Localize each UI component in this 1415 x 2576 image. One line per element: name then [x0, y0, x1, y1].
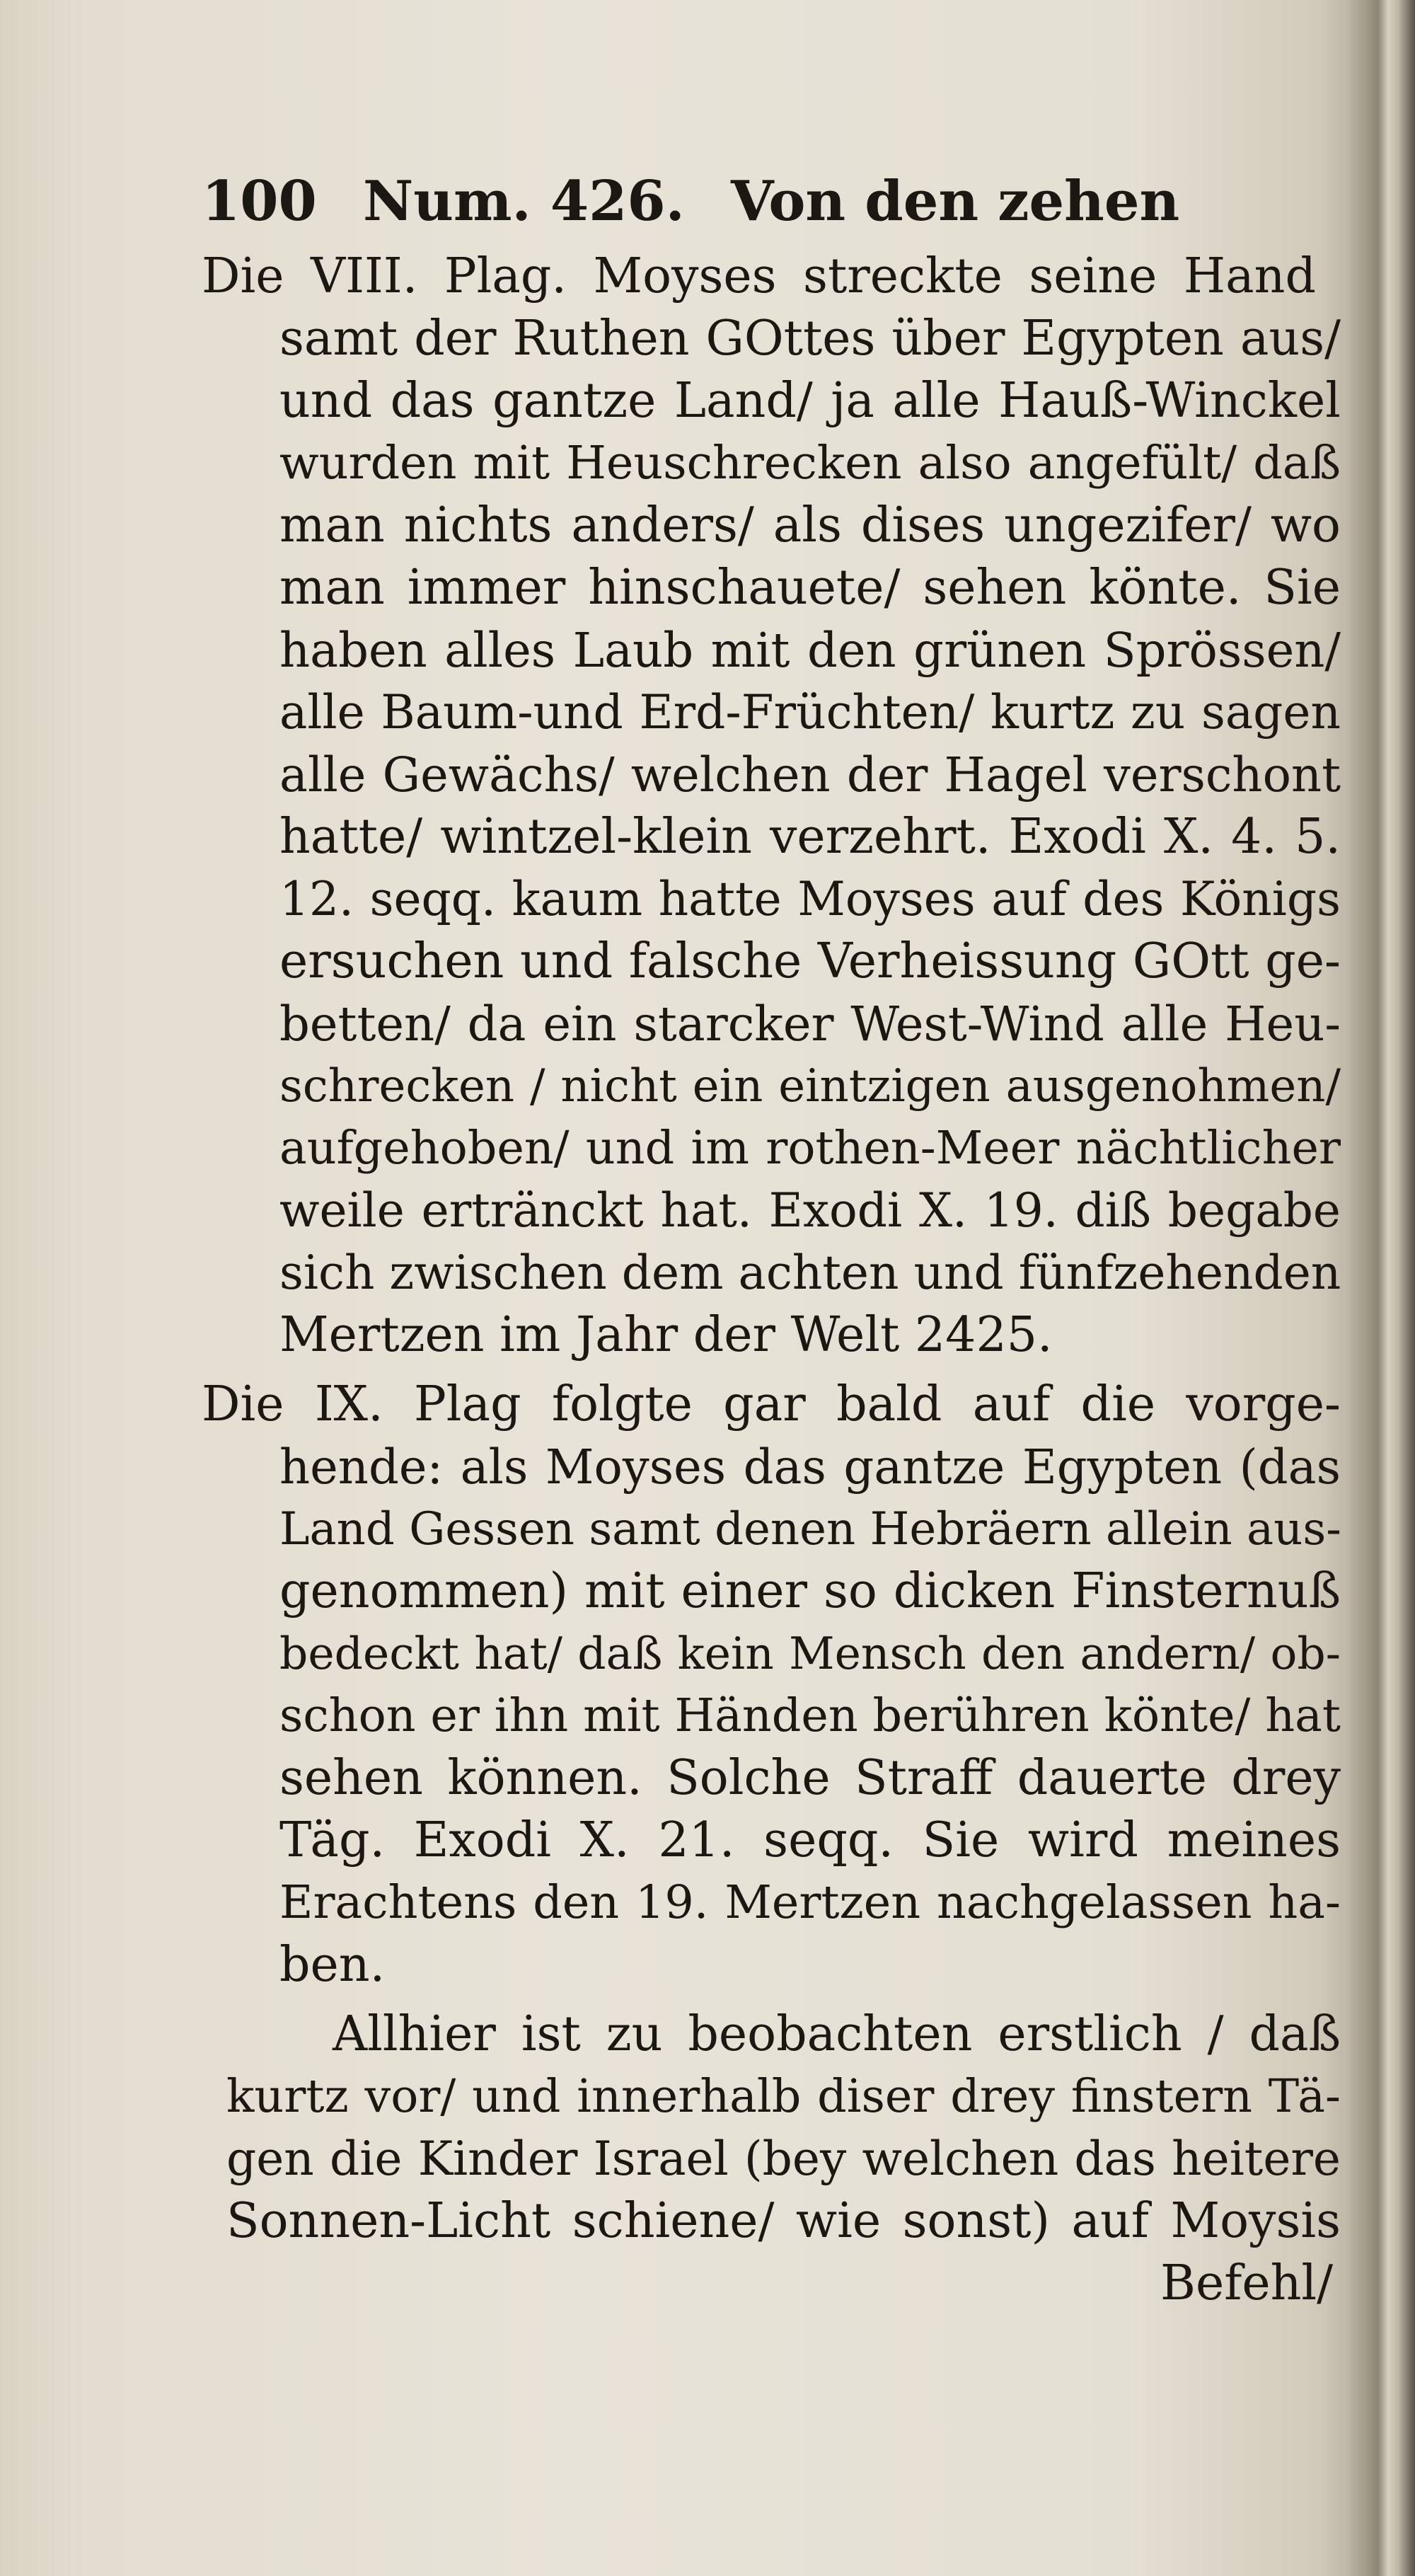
running-title: Von den zehen: [730, 169, 1180, 234]
text-line: haben alles Laub mit den grünen Sprössen/: [279, 623, 1341, 678]
text-line: samt der Ruthen GOttes über Egypten aus/: [279, 311, 1341, 367]
number-label: Num. 426.: [362, 169, 685, 234]
page-number: 100: [202, 169, 317, 234]
text-line: betten/ da ein starcker West-Wind alle Heu-: [279, 996, 1341, 1052]
text-line: 12. seqq. kaum hatte Moyses auf des Königs: [279, 872, 1341, 926]
text-line: weile ertränckt hat. Exodi X. 19. diß begabe: [279, 1183, 1341, 1238]
catchword: Befehl/: [1160, 2255, 1334, 2311]
text-line: wurden mit Heuschrecken also angefült/ daß: [279, 437, 1341, 490]
text-line: sich zwischen dem achten und fünfzehenden: [279, 1246, 1341, 1300]
text-line: hende: als Moyses das gantze Egypten (das: [279, 1439, 1341, 1495]
text-line: genommen) mit einer so dicken Finsternuß: [279, 1563, 1341, 1619]
text-line: Die VIII. Plag. Moyses streckte seine Hand: [202, 248, 1316, 304]
text-line: Erachtens den 19. Mertzen nachgelassen ha-: [279, 1876, 1341, 1929]
text-line: kurtz vor/ und innerhalb diser drey finstern Tä-: [226, 2070, 1341, 2123]
text-line: Die IX. Plag folgte gar bald auf die vorge-: [202, 1376, 1341, 1432]
running-header: [202, 163, 1206, 241]
text-line: ben.: [279, 1937, 386, 1993]
text-line: schon er ihn mit Händen berühren könte/ hat: [279, 1689, 1341, 1742]
text-line: bedeckt hat/ daß kein Mensch den andern/ ob-: [279, 1628, 1341, 1679]
text-line: alle Gewächs/ welchen der Hagel verschont: [279, 747, 1341, 803]
text-line: und das gantze Land/ ja alle Hauß-Winckel: [279, 373, 1341, 429]
text-line: alle Baum-und Erd-Früchten/ kurtz zu sagen: [279, 685, 1341, 740]
text-line: Täg. Exodi X. 21. seqq. Sie wird meines: [279, 1812, 1341, 1868]
text-line: Sonnen-Licht schiene/ wie sonst) auf Moysis: [226, 2193, 1341, 2249]
text-line: sehen können. Solche Straff dauerte drey: [279, 1750, 1341, 1806]
text-line: gen die Kinder Israel (bey welchen das heitere: [226, 2132, 1341, 2186]
text-line: man nichts anders/ als dises ungezifer/ wo: [279, 498, 1341, 553]
text-line: aufgehoben/ und im rothen-Meer nächtlicher: [279, 1122, 1341, 1175]
text-line: Mertzen im Jahr der Welt 2425.: [279, 1307, 1053, 1363]
text-line: schrecken / nicht ein eintzigen ausgenohmen/: [279, 1060, 1341, 1112]
text-line: man immer hinschauete/ sehen könte. Sie: [279, 560, 1341, 616]
text-line: Land Gessen samt denen Hebräern allein aus-: [279, 1503, 1341, 1556]
text-line: hatte/ wintzel-klein verzehrt. Exodi X. 4. 5.: [279, 809, 1341, 865]
text-line: Allhier ist zu beobachten erstlich / daß: [333, 2006, 1341, 2062]
text-line: ersuchen und falsche Verheissung GOtt ge-: [279, 933, 1341, 989]
